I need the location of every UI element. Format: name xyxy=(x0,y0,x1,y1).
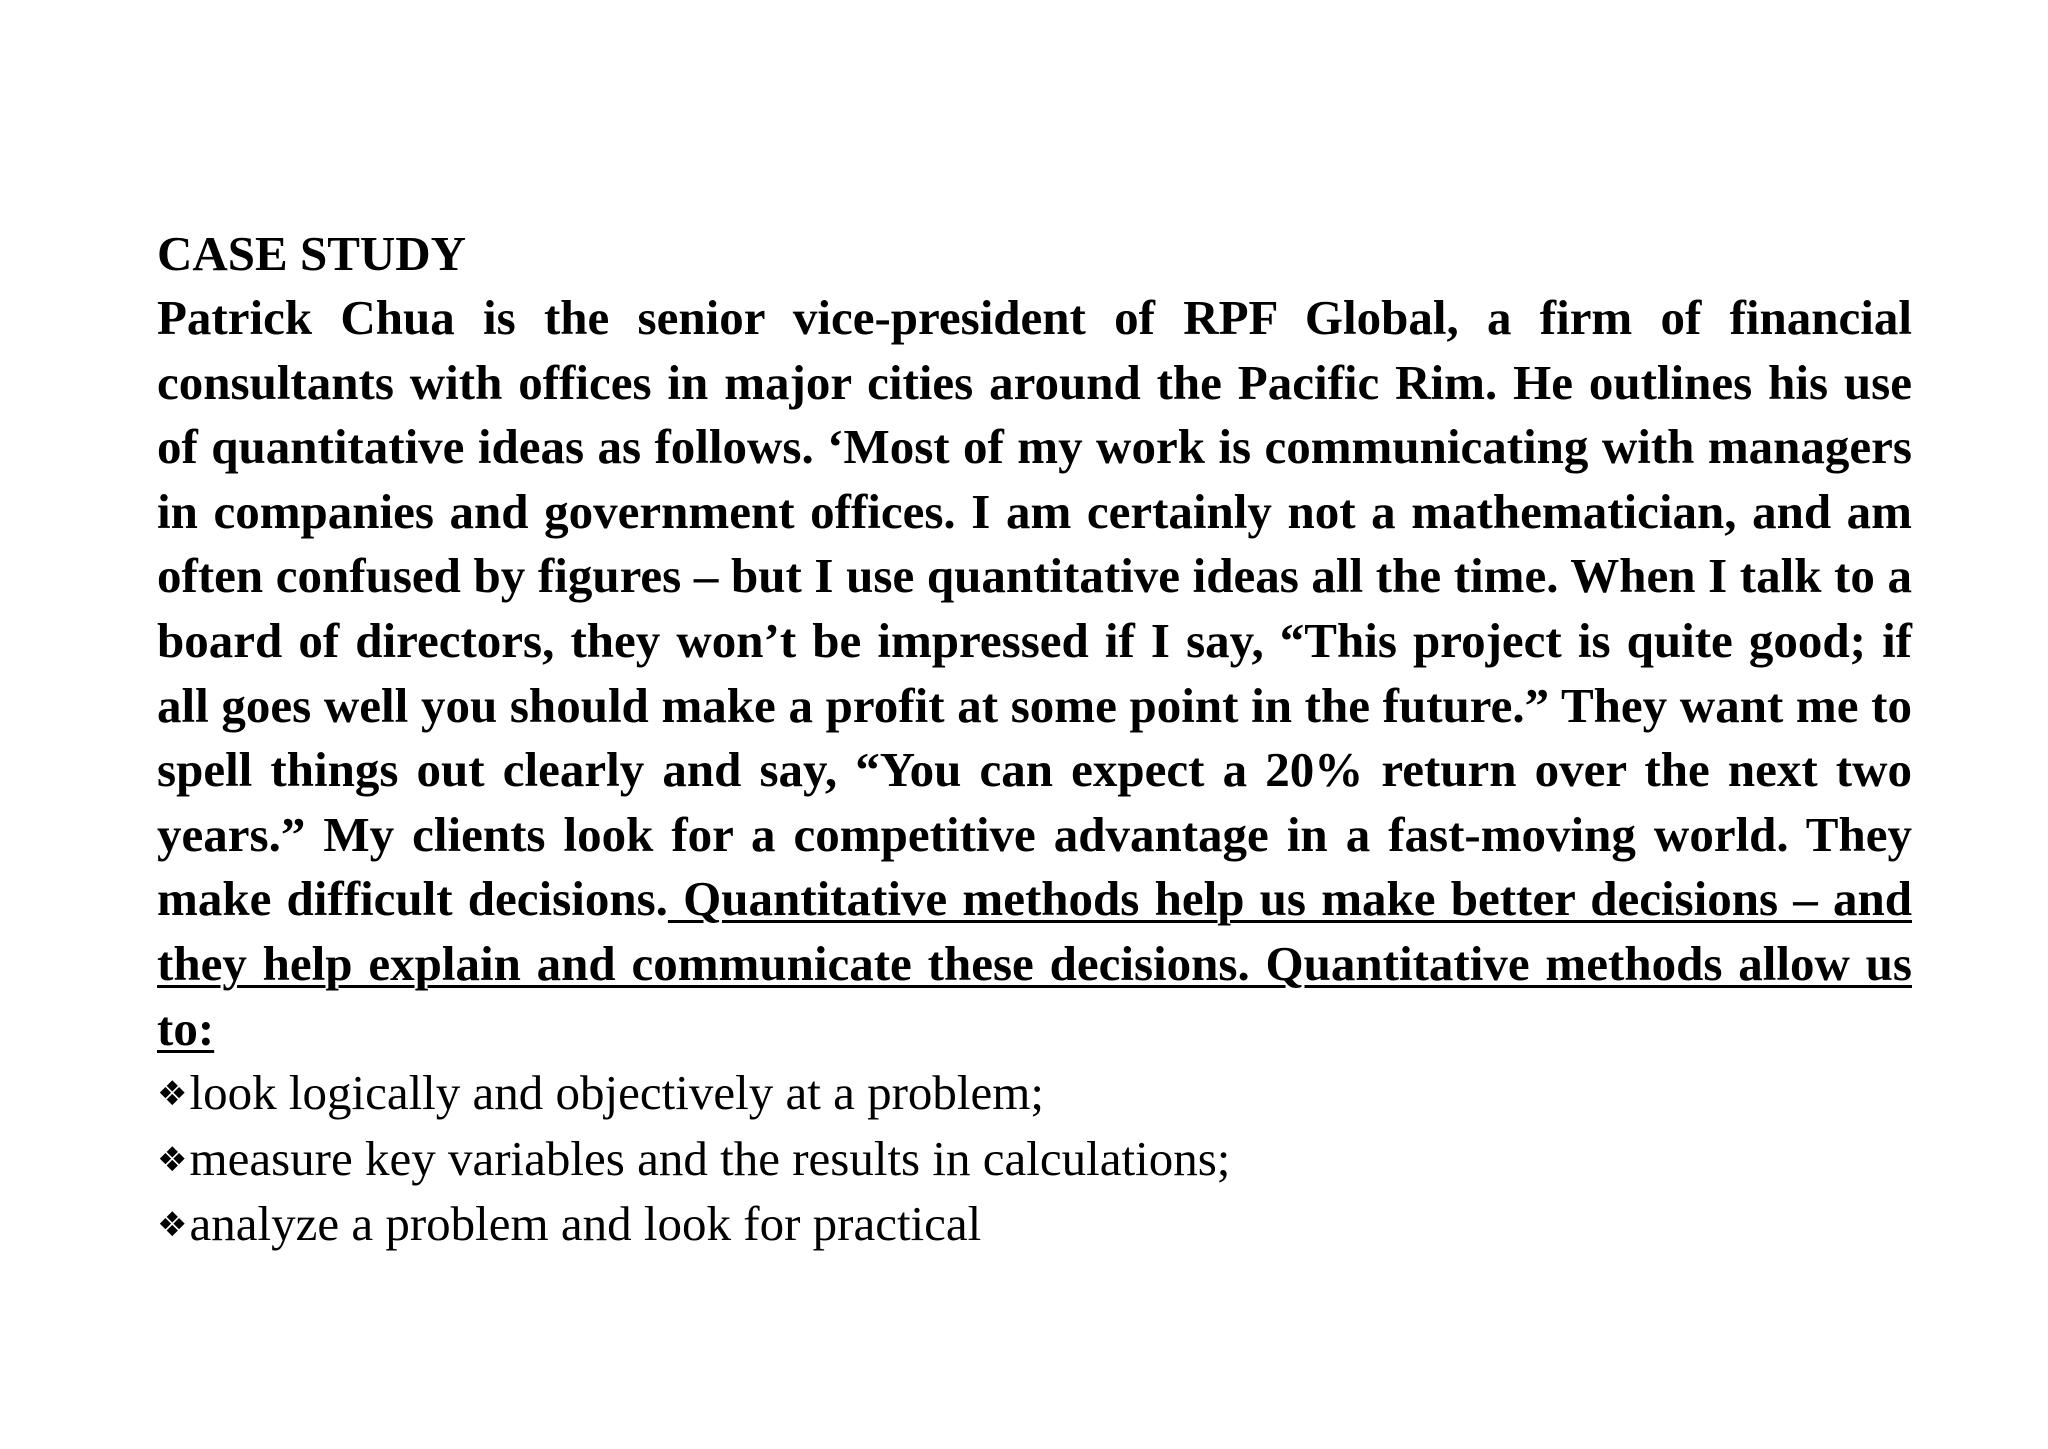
case-study-heading: CASE STUDY xyxy=(157,226,467,281)
document-page xyxy=(157,222,1912,1258)
bullet-text: look logically and objectively at a problem; xyxy=(189,1065,1045,1121)
list-item xyxy=(157,1127,1912,1193)
list-item xyxy=(157,1061,1912,1127)
bullet-text: measure key variables and the results in calculations; xyxy=(189,1130,1231,1186)
diamond-bullet-icon: ❖ xyxy=(157,1139,188,1180)
bullet-list xyxy=(157,1061,1912,1258)
paragraph-underlined-text: Quantitative methods help us make better decisions – and they help explain and communicate these decisions. Quantitative methods allow us to: xyxy=(157,871,1912,1056)
paragraph-plain-text: Patrick Chua is the senior vice-president of RPF Global, a firm of financial consultants with offices in major cities around the Pacific Rim. He outlines his use of quantitative ideas as follows. ‘Most of my work is communicating with managers in companies and government offices. I am certainly not a mathematician, and am often confused by figures – but I use quantitative ideas all the time. When I talk to a board of directors, they won’t be impressed if I say, “This project is quite good; if all goes well you should make a profit at some point in the future.” They want me to spell things out clearly and say, “You can expect a 20% return over the next two years.” My clients look for a competitive advantage in a fast-moving world. They make difficult decisions. xyxy=(157,290,1912,927)
bullet-text: analyze a problem and look for practical xyxy=(189,1196,982,1252)
diamond-bullet-icon: ❖ xyxy=(157,1074,188,1115)
diamond-bullet-icon: ❖ xyxy=(157,1205,188,1246)
list-item xyxy=(157,1192,1912,1258)
case-study-paragraph xyxy=(157,286,1912,1061)
